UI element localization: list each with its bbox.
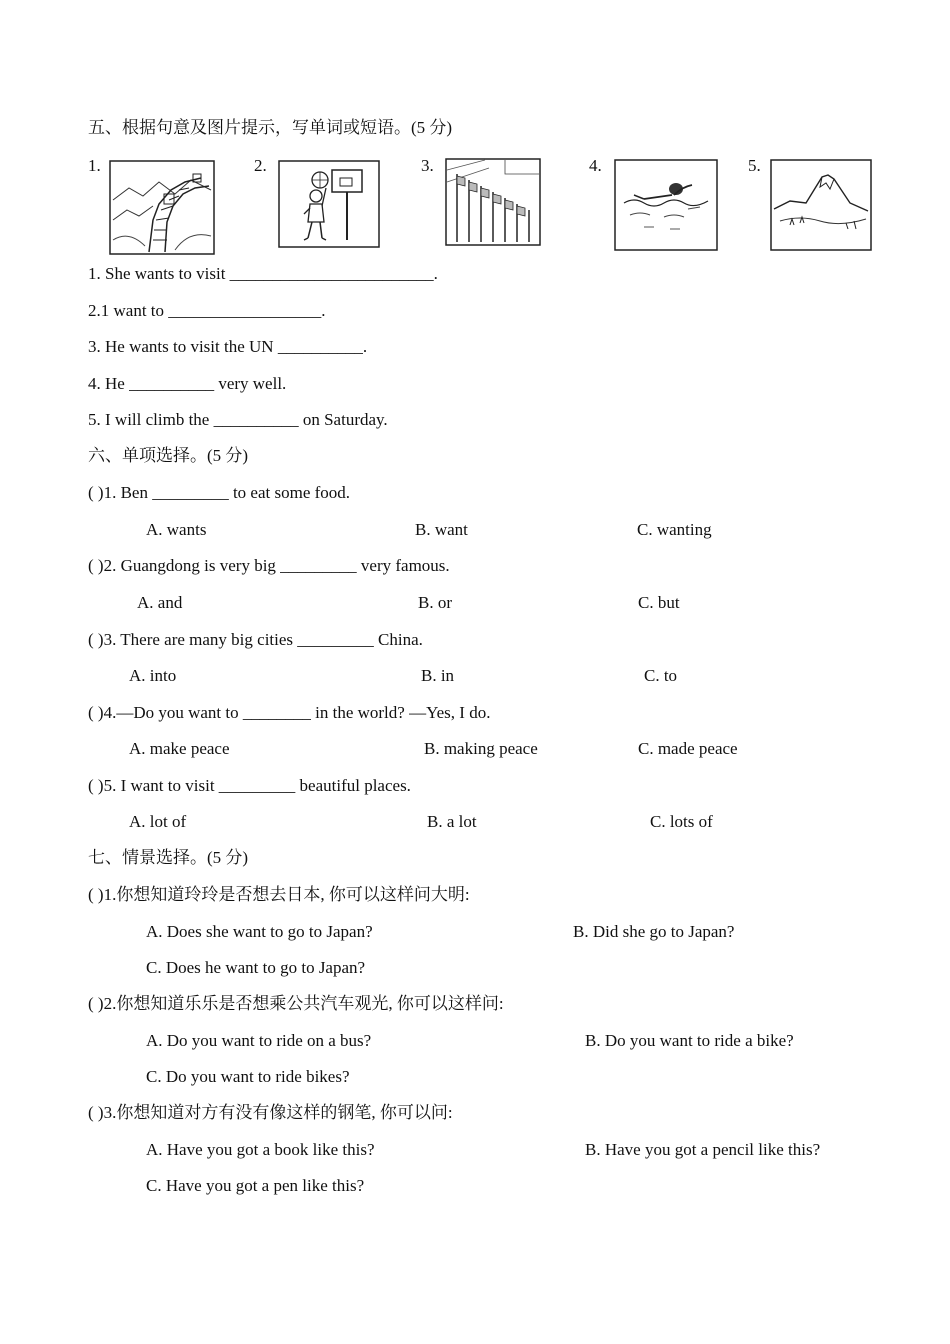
sec7-option-3b: B. Have you got a pencil like this? xyxy=(585,1140,821,1159)
sec6-option-3b: B. in xyxy=(421,666,455,685)
sec5-question-5: 5. I will climb the __________ on Saturday. xyxy=(88,410,388,429)
sec7-option-2b: B. Do you want to ride a bike? xyxy=(585,1031,794,1050)
section-7-title: 七、情景选择。(5 分) xyxy=(88,848,249,867)
sec7-option-3c: C. Have you got a pen like this? xyxy=(146,1176,365,1195)
sec7-option-3a: A. Have you got a book like this? xyxy=(146,1140,375,1159)
sec7-option-1b: B. Did she go to Japan? xyxy=(573,922,735,941)
sec7-option-2c: C. Do you want to ride bikes? xyxy=(146,1067,350,1086)
sec7-stem-1: ( )1.你想知道玲玲是否想去日本, 你可以这样问大明: xyxy=(88,885,470,904)
sec6-option-4b: B. making peace xyxy=(424,739,538,758)
mountain-icon xyxy=(770,159,872,251)
sec5-question-1: 1. She wants to visit ________________________. xyxy=(88,264,438,283)
sec6-option-4c: C. made peace xyxy=(638,739,738,758)
sec6-option-2b: B. or xyxy=(418,593,452,612)
section-5-title: 五、根据句意及图片提示，写单词或短语。(5 分) xyxy=(88,118,453,137)
picture-label-3: 3. xyxy=(421,156,434,175)
sec6-option-1c: C. wanting xyxy=(637,520,712,539)
sec6-option-5a: A. lot of xyxy=(129,812,187,831)
sec6-option-3a: A. into xyxy=(129,666,177,685)
un-flags-icon xyxy=(445,158,541,246)
great-wall-icon xyxy=(109,160,215,255)
sec6-stem-5: ( )5. I want to visit _________ beautiful places. xyxy=(88,776,411,795)
swimmer-icon xyxy=(614,159,718,251)
sec6-option-1a: A. wants xyxy=(146,520,207,539)
sec7-option-1c: C. Does he want to go to Japan? xyxy=(146,958,366,977)
sec6-stem-4: ( )4.—Do you want to ________ in the world? —Yes, I do. xyxy=(88,703,491,722)
basketball-player-icon xyxy=(278,160,380,248)
sec6-option-1b: B. want xyxy=(415,520,468,539)
sec6-stem-3: ( )3. There are many big cities _________ China. xyxy=(88,630,423,649)
picture-label-1: 1. xyxy=(88,156,101,175)
sec6-stem-2: ( )2. Guangdong is very big _________ very famous. xyxy=(88,556,450,575)
picture-label-2: 2. xyxy=(254,156,267,175)
sec6-option-3c: C. to xyxy=(644,666,678,685)
section-6-title: 六、单项选择。(5 分) xyxy=(88,446,249,465)
sec5-question-3: 3. He wants to visit the UN __________. xyxy=(88,337,368,356)
picture-label-5: 5. xyxy=(748,156,761,175)
sec6-stem-1: ( )1. Ben _________ to eat some food. xyxy=(88,483,351,502)
sec6-option-4a: A. make peace xyxy=(129,739,230,758)
sec6-option-2c: C. but xyxy=(638,593,680,612)
sec6-option-2a: A. and xyxy=(137,593,183,612)
sec7-option-2a: A. Do you want to ride on a bus? xyxy=(146,1031,372,1050)
sec7-stem-2: ( )2.你想知道乐乐是否想乘公共汽车观光, 你可以这样问: xyxy=(88,994,504,1013)
sec5-question-2: 2.1 want to __________________. xyxy=(88,301,326,320)
sec6-option-5c: C. lots of xyxy=(650,812,713,831)
picture-label-4: 4. xyxy=(589,156,602,175)
sec6-option-5b: B. a lot xyxy=(427,812,477,831)
sec5-question-4: 4. He __________ very well. xyxy=(88,374,287,393)
sec7-stem-3: ( )3.你想知道对方有没有像这样的钢笔, 你可以问: xyxy=(88,1103,453,1122)
sec7-option-1a: A. Does she want to go to Japan? xyxy=(146,922,373,941)
